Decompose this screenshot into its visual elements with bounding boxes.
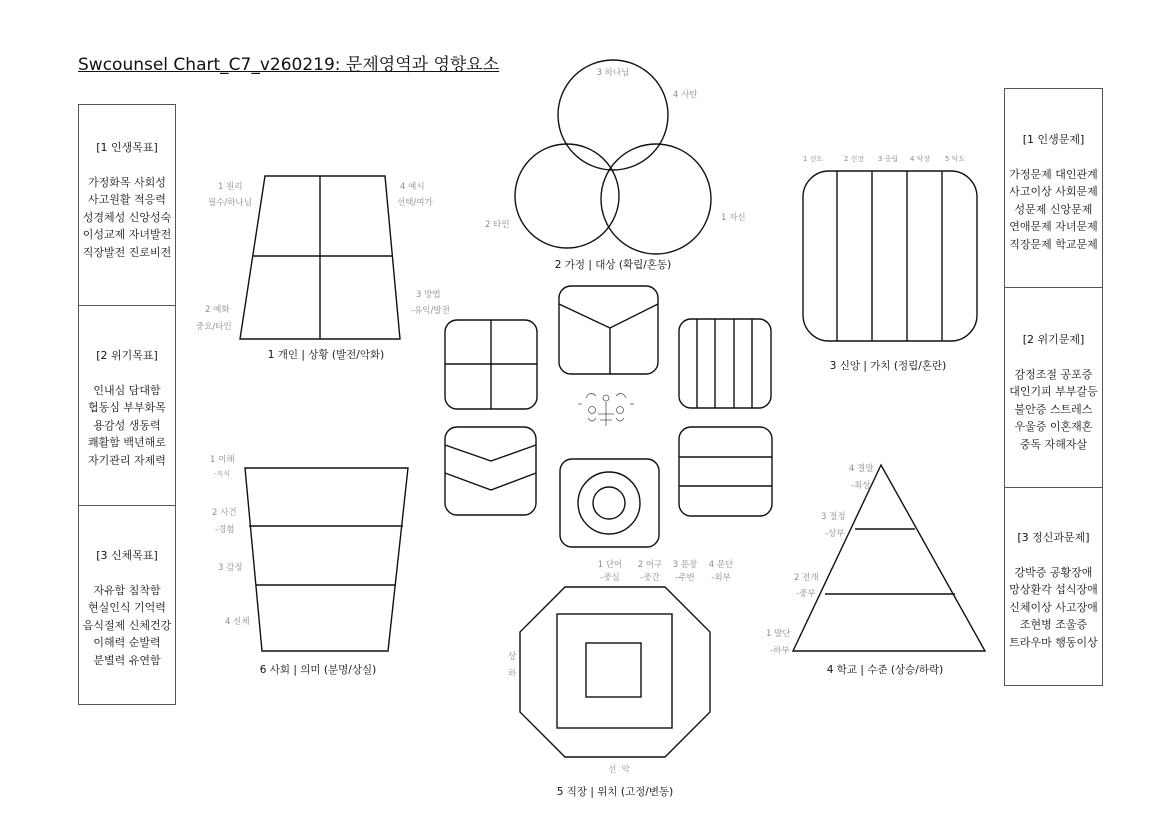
position-square-inner <box>586 643 641 697</box>
problem-line: 중독 자해자살 <box>1019 437 1088 451</box>
tag-meaning: -경험 <box>215 525 235 535</box>
problem-line: 가정문제 대인관계 <box>1009 167 1098 181</box>
school-level-diagram <box>766 463 985 676</box>
goal-line: 가정화목 사회성 <box>88 175 166 189</box>
page-title: Swcounsel Chart_C7_v260219: 문제영역과 영향요소 <box>78 55 500 75</box>
meaning-cup <box>245 468 408 651</box>
goal-line: 자유함 침착함 <box>93 583 161 597</box>
work-position-diagram <box>508 559 734 798</box>
problem-line: 대인기피 부부갈등 <box>1009 385 1098 398</box>
position-octagon <box>520 587 710 757</box>
column-tag: 1 선도 <box>802 155 824 163</box>
tag-position: -중간 <box>640 573 660 583</box>
tag-position: 1 단어 <box>597 560 623 570</box>
section-heading: [3 정신과문제] <box>1017 531 1090 544</box>
tag-principle: 1 원리 <box>218 182 243 192</box>
person-symbol-icon <box>578 393 634 426</box>
value-frame <box>803 171 977 341</box>
tag-example: 4 예시 <box>400 182 425 192</box>
diagram-label: 3 신앙 | 가치 (정립/혼란) <box>829 360 947 372</box>
goal-line: 음식절제 신체건강 <box>82 618 172 632</box>
tag-important: 중요/타인 <box>196 322 232 332</box>
tag-position: 4 문단 <box>708 560 734 570</box>
goal-line: 협동심 부부화목 <box>88 401 166 414</box>
tag-upper: 상 <box>508 652 517 662</box>
tag-level: -상부 <box>825 529 845 539</box>
tag-lower: 하 <box>508 669 517 679</box>
venn-circle-left <box>515 144 619 248</box>
section-heading: [1 인생목표] <box>96 141 158 154</box>
tag-method: 3 방법 <box>416 290 441 300</box>
goal-line: 분별력 유연함 <box>93 653 161 667</box>
family-mini-icon <box>559 286 658 374</box>
problem-line: 감정조절 공포증 <box>1014 367 1093 381</box>
problem-line: 우울증 이혼재혼 <box>1014 420 1093 433</box>
section-heading: [3 신체목표] <box>96 549 158 562</box>
tag-good-evil: 선 악 <box>608 765 630 775</box>
tag-others: 2 타인 <box>485 220 510 230</box>
diagram-label: 5 직장 | 위치 (고정/변동) <box>556 786 674 798</box>
school-mini-icon <box>679 427 772 516</box>
problem-line: 사고이상 사회문제 <box>1009 185 1098 198</box>
problem-line: 망상환각 섭식장애 <box>1009 583 1098 596</box>
tag-position: 3 문장 <box>672 560 698 570</box>
faith-value-diagram <box>803 154 977 372</box>
tag-position: 2 어구 <box>637 560 663 570</box>
goal-line: 사고원활 적응력 <box>88 193 166 206</box>
goal-line: 이해력 순발력 <box>93 636 161 649</box>
column-tag: 3 중립 <box>877 155 899 163</box>
goal-line: 직장발전 진로비전 <box>82 245 172 259</box>
problem-line: 조현병 조울증 <box>1019 618 1088 631</box>
venn-circle-right <box>601 144 711 254</box>
column-tag: 5 악도 <box>944 155 966 163</box>
tag-anecdote: 2 예화 <box>205 305 230 315</box>
tag-meaning: 4 신체 <box>225 617 250 627</box>
section-heading: [2 위기문제] <box>1022 333 1085 346</box>
tag-meaning: 3 감정 <box>218 563 243 573</box>
tag-meaning: -지식 <box>214 470 231 478</box>
family-target-diagram <box>485 60 746 271</box>
diagram-label: 1 개인 | 상황 (발전/악화) <box>267 349 385 361</box>
tag-meaning: 1 이해 <box>210 455 235 465</box>
diagram-label: 6 사회 | 의미 (분명/상실) <box>259 664 377 676</box>
tag-level: 4 결말 <box>849 464 874 474</box>
goal-line: 쾌활함 백년해로 <box>88 436 166 449</box>
tag-self: 1 자신 <box>721 213 746 223</box>
problem-line: 불안증 스트레스 <box>1014 402 1093 416</box>
problem-line: 트라우마 행동이상 <box>1009 635 1098 649</box>
tag-optional: 선택/여가 <box>397 198 433 208</box>
individual-situation-diagram <box>196 176 450 361</box>
tag-god: 3 하나님 <box>596 68 630 78</box>
tag-position: -외부 <box>711 573 731 583</box>
tag-level: 2 전개 <box>794 573 819 583</box>
individual-mini-icon <box>445 320 537 409</box>
goal-line: 인내심 담대함 <box>93 383 161 397</box>
tag-satan: 4 사탄 <box>673 90 698 100</box>
society-mini-icon <box>445 427 536 515</box>
tag-level: 3 절정 <box>821 512 846 522</box>
level-triangle <box>793 465 985 651</box>
column-tag: 4 악장 <box>909 155 931 163</box>
problem-line: 신체이상 사고장애 <box>1009 600 1098 614</box>
tag-meaning: 2 사건 <box>212 508 237 518</box>
goal-line: 현실인식 기억력 <box>88 601 166 614</box>
problem-line: 강박증 공황장애 <box>1014 565 1093 579</box>
tag-position: -중심 <box>600 573 620 583</box>
center-icon-cluster <box>445 286 772 547</box>
diagram-label: 2 가정 | 대상 (확립/혼동) <box>554 259 672 271</box>
tag-benefit: -유익/발전 <box>411 306 450 316</box>
problem-line: 직장문제 학교문제 <box>1009 237 1098 251</box>
tag-level: 1 발단 <box>766 629 791 639</box>
work-mini-icon <box>560 459 659 547</box>
goal-line: 자기관리 자제력 <box>88 453 166 467</box>
column-tag: 2 선장 <box>843 155 865 163</box>
position-square-outer <box>557 614 672 728</box>
tag-level: -중부 <box>796 589 816 599</box>
faith-mini-icon <box>679 319 771 408</box>
goal-line: 이성교제 자녀발전 <box>82 228 172 241</box>
section-heading: [1 인생문제] <box>1022 133 1085 146</box>
problem-line: 연애문제 자녀문제 <box>1009 220 1098 233</box>
tag-essential: 필수/하나님 <box>208 198 252 208</box>
tag-position: -주변 <box>675 573 695 583</box>
problem-line: 성문제 신앙문제 <box>1014 202 1093 216</box>
society-meaning-diagram <box>210 454 408 676</box>
goal-line: 용감성 생동력 <box>93 418 161 432</box>
diagram-label: 4 학교 | 수준 (상승/하락) <box>826 664 944 676</box>
tag-level: -하부 <box>770 646 790 656</box>
tag-level: -최상 <box>851 481 871 491</box>
section-heading: [2 위기목표] <box>96 349 158 362</box>
goal-line: 성경체성 신앙성숙 <box>82 210 172 224</box>
